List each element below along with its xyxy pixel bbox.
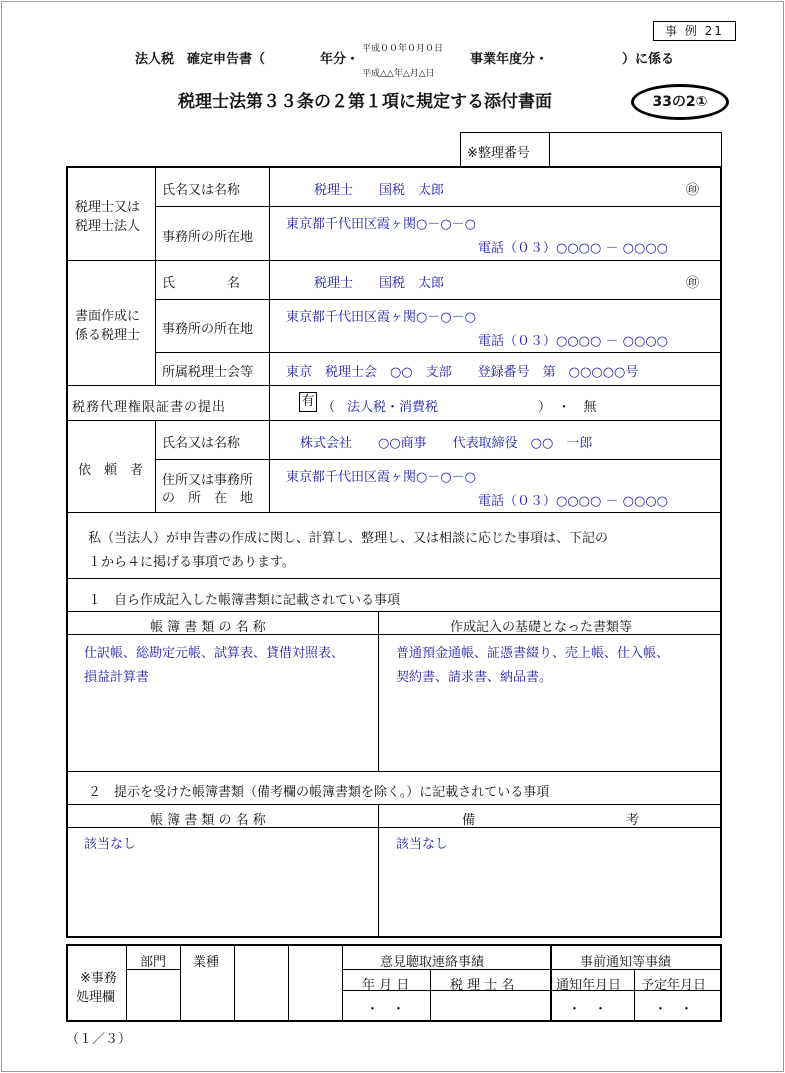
section1-left-line1: 仕訳帳、総勘定元帳、試算表、貸借対照表、 <box>84 646 345 661</box>
line <box>66 166 68 938</box>
office-use-label-2: 処理欄 <box>76 990 116 1005</box>
tax-accountant-office-label: 事務所の所在地 <box>162 230 254 245</box>
form-badge: 33の2① <box>631 84 729 120</box>
seal-mark: ㊞ <box>686 276 700 291</box>
line <box>66 944 722 946</box>
section1-right-line2: 契約書、請求書、納品書。 <box>396 670 553 685</box>
line <box>67 385 721 386</box>
section1-left-line2: 損益計算書 <box>84 670 150 685</box>
section1-title: １ 自ら作成記入した帳簿書類に記載されている事項 <box>88 593 401 608</box>
section2-col-left: 帳 簿 書 類 の 名 称 <box>150 813 266 828</box>
preparer-label-2: 係る税理士 <box>75 328 141 343</box>
tax-accountant-label-1: 税理士又は <box>75 200 141 215</box>
line <box>378 611 379 771</box>
section2-title: ２ 提示を受けた帳簿書類（備考欄の帳簿書類を除く。）に記載されている事項 <box>88 785 550 800</box>
header-line-mid: 事業年度分・ <box>470 52 549 67</box>
section2-col-right-1: 備 <box>462 813 476 828</box>
line <box>67 611 721 612</box>
line <box>721 132 722 167</box>
proxy-open: （ <box>322 400 336 415</box>
case-label: 事 例 21 <box>653 21 736 41</box>
office-use-prior: 事前通知等事績 <box>580 955 672 970</box>
header-year-part: 年分・ <box>320 52 360 67</box>
line <box>67 804 721 805</box>
line <box>549 132 550 167</box>
section2-left-value: 該当なし <box>84 837 137 852</box>
office-use-accountant-name: 税 理 士 名 <box>450 978 515 993</box>
header-date-bottom: 平成△△年△月△日 <box>362 69 435 79</box>
seiri-label: ※整理番号 <box>467 146 530 161</box>
office-use-industry: 業種 <box>193 955 220 970</box>
office-use-notice-dots: ・ ・ <box>568 1002 608 1017</box>
line <box>66 166 722 168</box>
office-use-dept: 部門 <box>140 955 167 970</box>
tax-accountant-name-value: 税理士 国税 太郎 <box>314 183 445 198</box>
line <box>155 299 721 300</box>
proxy-label: 税務代理権限証書の提出 <box>72 400 227 415</box>
seal-mark: ㊞ <box>686 183 700 198</box>
client-address-value: 東京都千代田区霞ヶ関○－○－○ <box>286 470 477 485</box>
line <box>155 459 721 460</box>
line <box>66 944 68 1022</box>
section1-col-left: 帳 簿 書 類 の 名 称 <box>150 620 266 635</box>
line <box>269 167 270 512</box>
line <box>460 132 461 167</box>
preparer-name-label: 氏 名 <box>162 276 241 291</box>
preparer-phone: 電話（０３）○○○○ － ○○○○ <box>478 334 669 349</box>
line <box>155 206 721 207</box>
line <box>550 945 552 1021</box>
header-line-end: ）に係る <box>622 52 675 67</box>
tax-accountant-office-address: 東京都千代田区霞ヶ関○－○－○ <box>286 217 477 232</box>
proxy-close: ） ・ 無 <box>538 400 597 415</box>
line <box>234 945 235 1021</box>
client-address-label-2: の 所 在 地 <box>162 491 254 506</box>
proxy-detail: 法人税・消費税 <box>347 400 439 415</box>
header-date-top: 平成００年０月０日 <box>362 44 444 54</box>
preparer-name-value: 税理士 国税 太郎 <box>314 276 445 291</box>
preparer-office-address: 東京都千代田区霞ヶ関○－○－○ <box>286 310 477 325</box>
line <box>126 945 127 1021</box>
statement-line-2: １から４に掲げる事項であります。 <box>88 555 295 570</box>
client-label: 依 頼 者 <box>78 463 144 478</box>
statement-line-1: 私（当法人）が申告書の作成に関し、計算し、整理し、又は相談に応じた事項は、下記の <box>88 531 609 546</box>
tax-accountant-label-2: 税理士法人 <box>75 219 141 234</box>
section1-col-right: 作成記入の基礎となった書類等 <box>450 620 633 635</box>
line <box>378 804 379 937</box>
preparer-office-label: 事務所の所在地 <box>162 322 254 337</box>
line <box>430 969 431 1021</box>
preparer-label-1: 書面作成に <box>75 309 141 324</box>
line <box>67 420 721 421</box>
office-use-date-dots: ・ ・ <box>366 1002 406 1017</box>
line <box>67 578 721 579</box>
line <box>67 260 721 261</box>
line <box>720 944 722 1022</box>
line <box>180 945 181 1021</box>
preparer-association-label: 所属税理士会等 <box>162 365 254 380</box>
office-use-scheduled-date: 予定年月日 <box>641 978 707 993</box>
office-use-hearing: 意見聴取連絡事績 <box>380 955 485 970</box>
line <box>720 166 722 938</box>
client-name-value: 株式会社 ○○商事 代表取締役 ○○ 一郎 <box>300 436 593 451</box>
client-phone: 電話（０３）○○○○ － ○○○○ <box>478 494 669 509</box>
line <box>67 512 721 513</box>
office-use-date: 年 月 日 <box>362 978 410 993</box>
page-number: （１／３） <box>66 1032 132 1047</box>
line <box>342 945 343 1021</box>
office-use-notice-date: 通知年月日 <box>556 978 622 993</box>
line <box>460 132 722 133</box>
line <box>634 969 635 1021</box>
preparer-association-value: 東京 税理士会 ○○ 支部 登録番号 第 ○○○○○号 <box>286 365 639 380</box>
tax-accountant-phone: 電話（０３）○○○○ － ○○○○ <box>478 241 669 256</box>
client-address-label-1: 住所又は事務所 <box>162 473 254 488</box>
section1-right-line1: 普通預金通帳、証憑書綴り、売上帳、仕入帳、 <box>396 646 670 661</box>
line <box>66 1020 722 1022</box>
line <box>155 420 156 512</box>
line <box>67 771 721 772</box>
proxy-ari-box: 有 <box>299 392 317 412</box>
office-use-label-1: ※事務 <box>80 971 117 986</box>
section2-col-right-2: 考 <box>626 813 640 828</box>
client-name-label: 氏名又は名称 <box>162 436 241 451</box>
form-title: 税理士法第３３条の２第１項に規定する添付書面 <box>178 92 552 112</box>
line <box>155 352 721 353</box>
header-line-start: 法人税 確定申告書（ <box>135 52 266 67</box>
tax-accountant-name-label: 氏名又は名称 <box>162 183 241 198</box>
section2-right-value: 該当なし <box>396 837 449 852</box>
line <box>288 945 289 1021</box>
office-use-scheduled-dots: ・ ・ <box>654 1002 694 1017</box>
line <box>66 936 722 938</box>
